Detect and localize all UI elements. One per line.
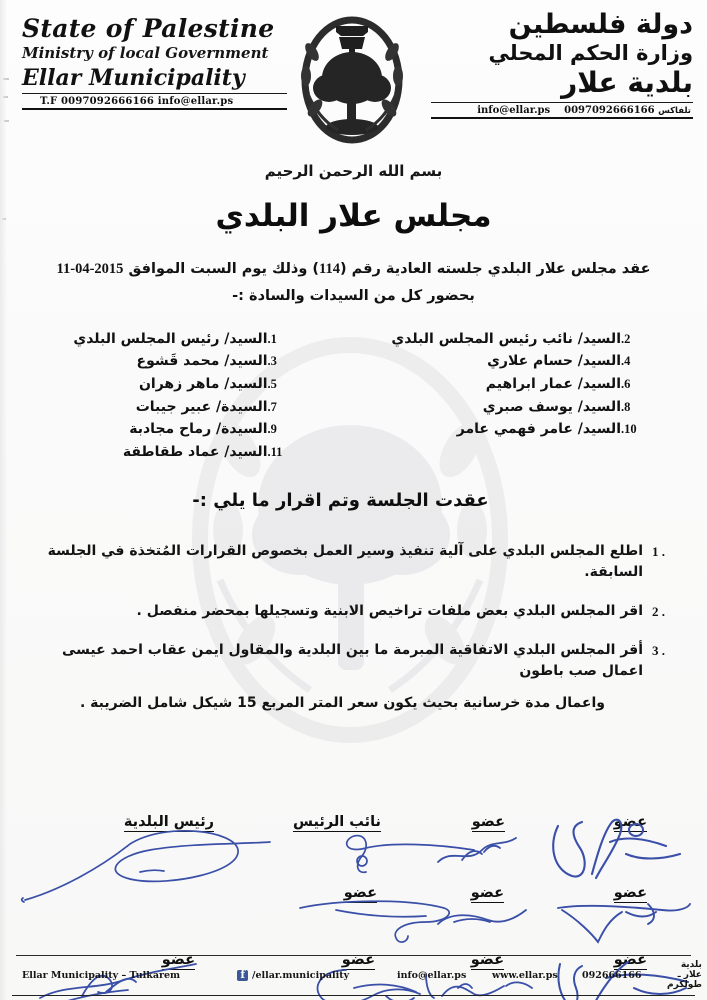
resolution-item xyxy=(38,640,669,715)
resolution-item xyxy=(38,541,669,584)
scan-speck xyxy=(3,96,8,98)
footer-phone: 092666166 xyxy=(582,969,642,981)
facebook-icon xyxy=(237,970,248,981)
intro-line2: بحضور كل من السيدات والسادة :- xyxy=(232,287,475,304)
letterhead xyxy=(0,0,707,148)
attendee-name: السيد/ حسام علاري xyxy=(487,353,621,370)
signature-label-member: عضو xyxy=(343,885,377,901)
state-name-ar: دولة فلسطين xyxy=(508,9,693,40)
footer-facebook[interactable] xyxy=(237,970,397,981)
scan-speck xyxy=(3,78,9,80)
attendee-name: السيد/ ماهر زهران xyxy=(138,375,268,392)
attendee-index: .7 xyxy=(267,399,277,414)
footer-facebook-handle: /ellar.municipality xyxy=(252,969,350,981)
resolution-text: أقر المجلس البلدي الاتفاقية المبرمة ما بين البلدية والمقاول ايمن عقاب احمد عيسى اعمال صب باطون xyxy=(61,641,643,680)
signature-label-member: عضو xyxy=(470,952,504,968)
resolution-text: اطلع المجلس البلدي على آلية تنفيذ وسير العمل بخصوص القرارات المُتخذة في الجلسة السابقة. xyxy=(47,542,643,581)
resolution-number: 2 . xyxy=(652,604,665,620)
attendee-index: .11 xyxy=(267,444,283,459)
signature-label-member: عضو xyxy=(470,885,504,901)
palestine-emblem-icon xyxy=(291,8,413,146)
footer-website[interactable]: www.ellar.ps xyxy=(492,969,558,981)
list-item xyxy=(38,418,302,441)
attendee-name: السيدة/ رماح مجادبة xyxy=(129,421,268,438)
footer-row xyxy=(0,956,707,992)
attendee-name: السيد/ عامر فهمي عامر xyxy=(456,421,621,438)
basmala: بسم الله الرحمن الرحيم xyxy=(264,162,443,180)
attendee-name: السيد/ عماد طقاطقة xyxy=(122,443,268,460)
list-item xyxy=(38,441,302,464)
intro-mid: ) وذلك يوم السبت الموافق xyxy=(123,261,320,277)
list-item xyxy=(354,396,656,419)
attendee-index: .8 xyxy=(621,399,631,414)
resolution-text-line2: واعمال مدة خرسانية بحيث يكون سعر المتر المربع 15 شيكل شامل الضريبة . xyxy=(79,695,605,712)
letterhead-fax-label-ar: تلفاكس xyxy=(658,106,691,117)
resolution-item xyxy=(38,601,669,623)
signature-label-member: عضو xyxy=(161,952,195,968)
attendee-index: .9 xyxy=(267,422,277,437)
signature-block xyxy=(0,800,707,970)
list-item xyxy=(354,418,656,441)
ministry-name-ar: وزارة الحكم المحلي xyxy=(488,41,693,66)
attendee-name: السيد/ رئيس المجلس البلدي xyxy=(73,330,268,347)
intro-prefix: عقد مجلس علار البلدي جلسته العادية رقم ( xyxy=(340,261,651,277)
letterhead-rule-bottom-right xyxy=(431,117,693,119)
handwritten-signature xyxy=(432,830,522,878)
state-name-en: State of Palestine xyxy=(22,14,275,43)
attendee-index: .1 xyxy=(267,331,277,346)
letterhead-arabic xyxy=(423,10,693,119)
list-item xyxy=(38,396,302,419)
signature-label-deputy: نائب الرئيس xyxy=(292,814,381,830)
signature-label-member: عضو xyxy=(341,952,375,968)
list-item xyxy=(354,350,656,373)
footer-rule-bottom xyxy=(12,995,695,996)
attendee-name: السيدة/ عبير جيبات xyxy=(135,398,268,415)
attendee-index: .4 xyxy=(621,354,631,369)
handwritten-signature xyxy=(20,828,280,908)
signature-label-member: عضو xyxy=(613,885,647,901)
letterhead-rule-bottom-left xyxy=(22,108,287,110)
session-intro xyxy=(38,256,669,310)
municipality-name-en: Ellar Municipality xyxy=(22,64,245,91)
session-date: 2015-04-11 xyxy=(56,261,124,277)
attendees-column-left xyxy=(354,328,670,464)
letterhead-contact-ar xyxy=(423,103,693,117)
letterhead-phone-ar: 0097092666166 xyxy=(564,105,655,117)
attendees-column-right xyxy=(38,328,354,464)
footer-municipality-name-ar: بلدية علار ـ طولكرم xyxy=(667,960,702,990)
footer xyxy=(0,955,707,996)
attendee-index: .10 xyxy=(621,422,637,437)
list-item xyxy=(38,373,302,396)
resolution-number: 3 . xyxy=(652,642,665,658)
page-title: مجلس علار البلدي xyxy=(215,198,492,234)
attendees-list xyxy=(38,328,669,464)
signature-label-member: عضو xyxy=(613,952,647,968)
municipality-name-ar: بلدية علار xyxy=(561,65,693,99)
list-item xyxy=(38,328,302,351)
resolution-number: 1 . xyxy=(652,543,665,559)
resolutions-heading: عقدت الجلسة وتم اقرار ما يلي :- xyxy=(192,489,489,511)
letterhead-contact-en: T.F 0097092666166 info@ellar.ps xyxy=(40,96,234,108)
list-item xyxy=(38,350,302,373)
attendee-name: السيد/ محمد قَشوع xyxy=(136,353,268,370)
signature-label-member: عضو xyxy=(471,814,505,830)
list-item xyxy=(354,373,656,396)
footer-municipality-name: Ellar Municipality – Tulkarem xyxy=(22,969,181,981)
footer-email[interactable]: info@ellar.ps xyxy=(397,969,467,981)
letterhead-email-ar: info@ellar.ps xyxy=(477,105,551,117)
attendee-index: .5 xyxy=(267,376,277,391)
svg-text:بلدية علار: بلدية علار xyxy=(341,136,363,142)
session-number: 114 xyxy=(319,261,340,277)
document-body xyxy=(0,162,707,715)
handwritten-signature xyxy=(432,900,532,940)
resolutions-list xyxy=(38,541,669,715)
attendee-name: السيد/ عمار ابراهيم xyxy=(485,375,621,392)
attendee-index: .3 xyxy=(267,354,277,369)
ministry-name-en: Ministry of local Government xyxy=(22,44,269,63)
scan-speck xyxy=(4,120,9,122)
resolution-text: اقر المجلس البلدي بعض ملفات تراخيص الابنية وتسجيلها بمحضر منفصل . xyxy=(136,603,643,620)
handwritten-signature xyxy=(296,828,476,883)
attendee-index: .2 xyxy=(621,331,631,346)
letterhead-english xyxy=(22,16,297,110)
attendee-index: .6 xyxy=(621,376,631,391)
signature-label-member: عضو xyxy=(613,814,647,830)
handwritten-signature xyxy=(296,894,466,950)
signature-label-mayor: رئيس البلدية xyxy=(123,814,214,830)
list-item xyxy=(354,328,656,351)
attendee-name: السيد/ يوسف صبري xyxy=(482,398,621,415)
attendee-name: السيد/ نائب رئيس المجلس البلدي xyxy=(391,330,621,347)
scan-speck xyxy=(2,218,6,220)
